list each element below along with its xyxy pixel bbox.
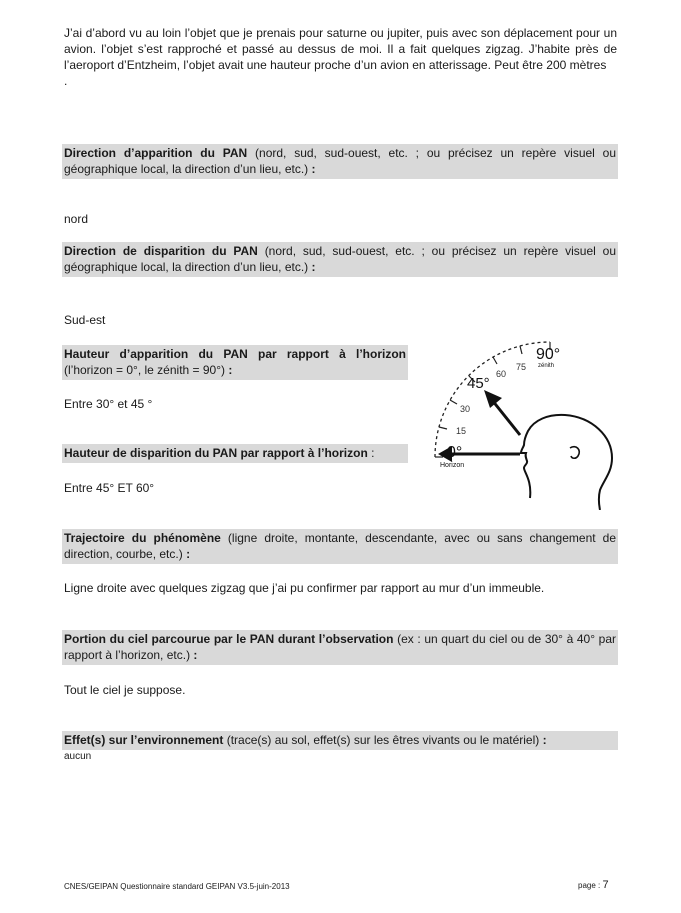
appearance-direction-header [62,144,618,179]
disappearance-direction-label: Direction de disparition du PAN [64,244,258,258]
appearance-direction-label: Direction d’apparition du PAN [64,146,248,160]
footer-page [578,880,609,891]
head-silhouette [521,415,612,510]
tick-15 [439,427,447,429]
label-90: 90° [536,346,561,363]
label-45: 45° [467,375,490,392]
sky-portion-header [62,630,618,665]
intro-text: J’ai d’abord vu au loin l’objet que je prenais pour saturne ou jupiter, puis avec son déplacement pour un avion. l’objet s’est rapproché et passé au dessus de moi. Il a fait quelques zigzag. J’habite près de l’aeroport d’Entzheim, l’objet avait une hauteur proche d’un avion en atterissage. Peut être 200 mètres [64,26,617,72]
effects-colon: : [542,733,547,747]
arrow-45-shaft [492,400,520,435]
trajectory-label: Trajectoire du phénomène [64,531,221,545]
sky-portion-label: Portion du ciel parcourue par le PAN durant l’observation [64,632,394,646]
trajectory-header [62,529,618,564]
tick-30 [450,400,457,404]
page-number: 7 [602,879,609,891]
appearance-height-colon: : [228,363,233,377]
label-30: 30 [460,404,471,414]
trajectory-answer: Ligne droite avec quelques zigzag que j’ai pu confirmer par rapport au mur d’un immeuble. [64,581,545,595]
appearance-direction-hint: (nord, sud, sud-ouest, etc. ; ou précisez un repère visuel ou géographique local, la direction d’un lieu, etc.) [64,146,616,176]
effects-hint: (trace(s) au sol, effet(s) sur les êtres vivants ou le matériel) [223,733,543,747]
sky-portion-answer: Tout le ciel je suppose. [64,683,186,697]
sky-portion-hint: (ex : un quart du ciel ou de 30° à 40° par rapport à l’horizon, etc.) [64,632,616,662]
disappearance-direction-answer: Sud-est [64,313,106,327]
arrow-45-head [484,390,502,408]
page-label: page : [578,881,603,890]
appearance-height-hint: (l’horizon = 0°, le zénith = 90°) [64,363,229,377]
label-zenith: zénith [538,363,555,369]
disappearance-direction-hint: (nord, sud, sud-ouest, etc. ; ou précisez un repère visuel ou géographique local, la direction d’un lieu, etc.) [64,244,616,274]
footer-left: CNES/GEIPAN Questionnaire standard GEIPAN V3.5-juin-2013 [64,882,290,891]
intro-paragraph [64,25,617,89]
effects-answer: aucun [64,751,92,762]
disappearance-height-label: Hauteur de disparition du PAN par rapport à l’horizon [64,446,368,460]
label-0: 0° [447,444,463,461]
elevation-angle-diagram [420,340,620,510]
disappearance-direction-colon: : [311,260,316,274]
tick-60 [493,357,497,364]
tick-75 [520,346,522,354]
label-15: 15 [456,426,467,436]
appearance-direction-colon: : [311,162,316,176]
trajectory-colon: : [186,547,191,561]
appearance-direction-answer: nord [64,212,89,226]
disappearance-direction-header [62,242,618,277]
intro-trailing: . [64,74,68,88]
disappearance-height-answer: Entre 45° ET 60° [64,481,155,495]
disappearance-height-hint: : [367,446,375,460]
label-75: 75 [516,362,527,372]
disappearance-height-header [62,444,408,463]
appearance-height-label: Hauteur d’apparition du PAN par rapport à l’horizon [64,347,406,361]
sky-portion-colon: : [193,648,198,662]
label-horizon: Horizon [440,462,465,469]
appearance-height-header [62,345,408,380]
effects-label: Effet(s) sur l’environnement [64,733,224,747]
label-60: 60 [496,369,507,379]
trajectory-hint: (ligne droite, montante, descendante, avec ou sans changement de direction, courbe, etc.) [64,531,616,561]
appearance-height-answer: Entre 30° et 45 ° [64,397,153,411]
effects-header [62,731,618,750]
